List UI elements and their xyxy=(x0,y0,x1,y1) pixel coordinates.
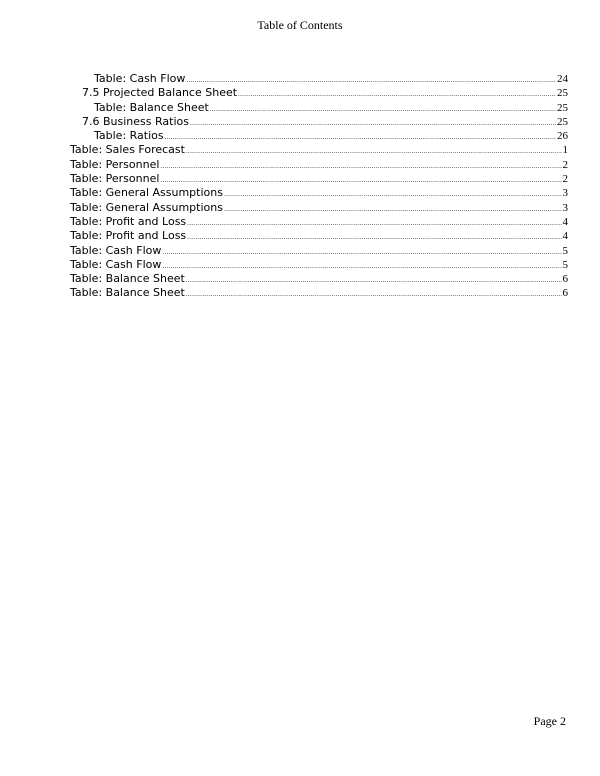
toc-entry-page: 3 xyxy=(562,201,568,214)
page-header-title: Table of Contents xyxy=(257,18,343,32)
dot-leader xyxy=(190,116,556,130)
dot-leader xyxy=(210,102,556,116)
toc-entry-page: 25 xyxy=(557,101,568,114)
toc-entry-title: Table: Balance Sheet xyxy=(70,286,185,300)
toc-entry[interactable] xyxy=(70,201,568,215)
dot-leader xyxy=(187,230,561,244)
toc-entry-page: 24 xyxy=(557,73,568,85)
toc-entry[interactable] xyxy=(70,129,568,143)
toc-entry-page: 25 xyxy=(557,87,568,100)
toc-entry-title: Table: Personnel xyxy=(70,157,160,171)
dot-leader xyxy=(165,130,556,144)
toc-entry-title: Table: Cash Flow xyxy=(70,257,162,271)
toc-entry[interactable] xyxy=(70,143,568,157)
dot-leader xyxy=(162,259,561,273)
toc-entry-page: 4 xyxy=(562,215,568,228)
toc-entry-page: 5 xyxy=(562,244,568,257)
toc-entry[interactable] xyxy=(70,86,568,100)
toc-entry[interactable] xyxy=(70,244,568,258)
toc-entry[interactable] xyxy=(70,229,568,243)
toc-entry-title: Table: Profit and Loss xyxy=(70,214,187,228)
toc-entry-title: Table: General Assumptions xyxy=(70,186,223,200)
toc-entry[interactable] xyxy=(70,158,568,172)
dot-leader xyxy=(162,245,561,259)
dot-leader xyxy=(186,73,556,87)
toc-entry[interactable] xyxy=(70,215,568,229)
toc-entry[interactable] xyxy=(70,72,568,86)
toc-entry-title: Table: Ratios xyxy=(94,129,164,143)
dot-leader xyxy=(186,273,562,287)
toc-entry-title: Table: Cash Flow xyxy=(70,243,162,257)
toc-entry-title: Table: Sales Forecast xyxy=(70,143,185,157)
toc-entry-title: 7.5 Projected Balance Sheet xyxy=(82,86,238,100)
toc-entry-title: Table: General Assumptions xyxy=(70,200,223,214)
dot-leader xyxy=(186,144,562,158)
toc-entry-title: Table: Balance Sheet xyxy=(70,272,185,286)
toc-entry-title: Table: Cash Flow xyxy=(94,72,186,85)
toc-entry-page: 2 xyxy=(562,158,568,171)
toc-entry-page: 1 xyxy=(562,144,568,157)
toc-entry-page: 2 xyxy=(562,173,568,186)
dot-leader xyxy=(186,287,562,301)
toc-entry[interactable] xyxy=(70,258,568,272)
toc-entry-title: Table: Profit and Loss xyxy=(70,229,187,243)
table-of-contents xyxy=(70,72,568,301)
dot-leader xyxy=(160,159,561,173)
toc-entry[interactable] xyxy=(70,172,568,186)
toc-entry-page: 5 xyxy=(562,258,568,271)
toc-entry-page: 6 xyxy=(562,273,568,286)
dot-leader xyxy=(187,216,561,230)
toc-entry-title: 7.6 Business Ratios xyxy=(82,114,189,128)
dot-leader xyxy=(224,187,562,201)
toc-entry-page: 3 xyxy=(562,187,568,200)
toc-entry[interactable] xyxy=(70,115,568,129)
toc-entry-page: 4 xyxy=(562,230,568,243)
dot-leader xyxy=(160,173,561,187)
toc-entry-title: Table: Balance Sheet xyxy=(94,100,209,114)
toc-entry-page: 25 xyxy=(557,115,568,128)
toc-entry-page: 6 xyxy=(562,287,568,300)
toc-entry-title: Table: Personnel xyxy=(70,172,160,186)
toc-entry[interactable] xyxy=(70,186,568,200)
toc-entry-page: 26 xyxy=(557,130,568,143)
dot-leader xyxy=(238,87,556,101)
toc-entry[interactable] xyxy=(70,101,568,115)
dot-leader xyxy=(224,202,562,216)
toc-entry[interactable] xyxy=(70,272,568,286)
page-number: Page 2 xyxy=(533,714,566,728)
toc-entry[interactable] xyxy=(70,286,568,300)
